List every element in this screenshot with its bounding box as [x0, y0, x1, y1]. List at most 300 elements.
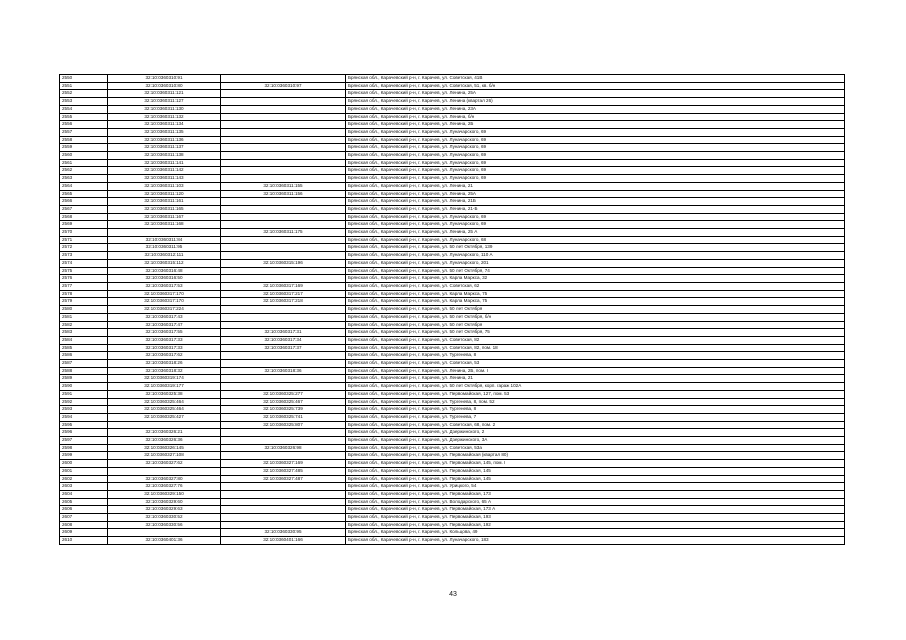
- row-number-cell: 2557: [60, 128, 108, 136]
- row-number-cell: 2567: [60, 205, 108, 213]
- table-row: [60, 90, 845, 98]
- row-number-cell: 2595: [60, 421, 108, 429]
- row-number-cell: 2602: [60, 475, 108, 483]
- object-cadastral-number-cell: [221, 198, 346, 206]
- cadastral-number-cell: 32:10:0360317:224: [108, 306, 221, 314]
- row-number-cell: 2604: [60, 490, 108, 498]
- object-cadastral-number-cell: [221, 244, 346, 252]
- address-cell: Брянская обл., Карачевский р-н, г. Карачев, ул. Советская, 68, пом. 2: [346, 421, 845, 429]
- row-number-cell: 2577: [60, 282, 108, 290]
- row-number-cell: 2583: [60, 329, 108, 337]
- cadastral-number-cell: 32:10:0360327:108: [108, 452, 221, 460]
- object-cadastral-number-cell: [221, 506, 346, 514]
- table-row: [60, 75, 845, 83]
- table-row: [60, 336, 845, 344]
- table-row: [60, 128, 845, 136]
- object-cadastral-number-cell: 32:10:0360317:169: [221, 282, 346, 290]
- address-cell: Брянская обл., Карачевский р-н, г. Карачев, ул. Советская, 53а: [346, 444, 845, 452]
- row-number-cell: 2591: [60, 390, 108, 398]
- row-number-cell: 2608: [60, 521, 108, 529]
- row-number-cell: 2560: [60, 152, 108, 160]
- object-cadastral-number-cell: [221, 490, 346, 498]
- table-row: [60, 236, 845, 244]
- cadastral-number-cell: 32:10:0360401:36: [108, 537, 221, 545]
- table-row: [60, 467, 845, 475]
- cadastral-number-cell: 32:10:0360311:138: [108, 152, 221, 160]
- cadastral-number-cell: 32:10:0360317:170: [108, 298, 221, 306]
- object-cadastral-number-cell: [221, 144, 346, 152]
- cadastral-number-cell: 32:10:0360311:136: [108, 136, 221, 144]
- row-number-cell: 2579: [60, 298, 108, 306]
- cadastral-number-cell: 32:10:0360311:141: [108, 159, 221, 167]
- table-row: [60, 406, 845, 414]
- object-cadastral-number-cell: [221, 429, 346, 437]
- table-row: [60, 475, 845, 483]
- address-cell: Брянская обл., Карачевский р-н, г. Карачев, ул. Луначарского, 69: [346, 128, 845, 136]
- address-cell: Брянская обл., Карачевский р-н, г. Карачев, ул. Луначарского, 183: [346, 537, 845, 545]
- cadastral-number-cell: 32:10:0360327:62: [108, 460, 221, 468]
- row-number-cell: 2558: [60, 136, 108, 144]
- address-cell: Брянская обл., Карачевский р-н, г. Карачев, ул. Ленина, 21: [346, 182, 845, 190]
- data-table: [59, 74, 845, 545]
- table-row: [60, 275, 845, 283]
- address-cell: Брянская обл., Карачевский р-н, г. Карачев, ул. Володарского, 65 А: [346, 498, 845, 506]
- row-number-cell: 2596: [60, 429, 108, 437]
- address-cell: Брянская обл., Карачевский р-н, г. Карачев, ул. Луначарского, 69: [346, 144, 845, 152]
- table-row: [60, 252, 845, 260]
- cadastral-number-cell: 32:10:0360315:112: [108, 259, 221, 267]
- row-number-cell: 2564: [60, 182, 108, 190]
- object-cadastral-number-cell: 32:10:0360401:166: [221, 537, 346, 545]
- table-row: [60, 390, 845, 398]
- object-cadastral-number-cell: 32:10:0360325:741: [221, 413, 346, 421]
- address-cell: Брянская обл., Карачевский р-н, г. Карачев, ул. Луначарского, 69: [346, 152, 845, 160]
- table-row: [60, 82, 845, 90]
- address-cell: Брянская обл., Карачевский р-н, г. Карачев, ул. Дзержинского, 2: [346, 429, 845, 437]
- row-number-cell: 2589: [60, 375, 108, 383]
- address-cell: Брянская обл., Карачевский р-н, г. Карачев, ул. Ленина, б/н: [346, 113, 845, 121]
- table-row: [60, 537, 845, 545]
- address-cell: Брянская обл., Карачевский р-н, г. Карачев, ул. Тургенева, 8: [346, 352, 845, 360]
- table-row: [60, 213, 845, 221]
- object-cadastral-number-cell: 32:10:0360310:97: [221, 82, 346, 90]
- cadastral-number-cell: 32:10:0360311:142: [108, 167, 221, 175]
- row-number-cell: 2571: [60, 236, 108, 244]
- object-cadastral-number-cell: [221, 105, 346, 113]
- cadastral-number-cell: 32:10:0360317:170: [108, 290, 221, 298]
- address-cell: Брянская обл., Карачевский р-н, г. Карачев, ул. Ленина, 21Б: [346, 198, 845, 206]
- address-cell: Брянская обл., Карачевский р-н, г. Карачев, ул. Ленина, 2Б, пом. I: [346, 367, 845, 375]
- cadastral-number-cell: [108, 529, 221, 537]
- row-number-cell: 2576: [60, 275, 108, 283]
- row-number-cell: 2588: [60, 367, 108, 375]
- address-cell: Брянская обл., Карачевский р-н, г. Карачев, ул. Советская, 53: [346, 360, 845, 368]
- table-row: [60, 444, 845, 452]
- row-number-cell: 2562: [60, 167, 108, 175]
- cadastral-number-cell: 32:10:0360311:167: [108, 213, 221, 221]
- object-cadastral-number-cell: [221, 159, 346, 167]
- row-number-cell: 2582: [60, 321, 108, 329]
- table-row: [60, 298, 845, 306]
- row-number-cell: 2574: [60, 259, 108, 267]
- object-cadastral-number-cell: 32:10:0360317:34: [221, 336, 346, 344]
- object-cadastral-number-cell: [221, 175, 346, 183]
- row-number-cell: 2573: [60, 252, 108, 260]
- table-row: [60, 498, 845, 506]
- cadastral-number-cell: 32:10:0360311:127: [108, 98, 221, 106]
- table-row: [60, 221, 845, 229]
- cadastral-number-cell: 32:10:0360311:121: [108, 90, 221, 98]
- address-cell: Брянская обл., Карачевский р-н, г. Карачев, ул. 50 лет Октября, б/н: [346, 313, 845, 321]
- table-row: [60, 152, 845, 160]
- row-number-cell: 2600: [60, 460, 108, 468]
- address-cell: Брянская обл., Карачевский р-н, г. Карачев, ул. 50 лет Октября, 75: [346, 329, 845, 337]
- address-cell: Брянская обл., Карачевский р-н, г. Карачев, ул. Первомайская, 145, пом. I: [346, 460, 845, 468]
- address-cell: Брянская обл., Карачевский р-н, г. Карачев, ул. Ленина, 2Б: [346, 121, 845, 129]
- row-number-cell: 2597: [60, 437, 108, 445]
- address-cell: Брянская обл., Карачевский р-н, г. Карачев, ул. Советская, 51, кв. б/н: [346, 82, 845, 90]
- address-cell: Брянская обл., Карачевский р-н, г. Карачев, ул. 50 лет Октября: [346, 306, 845, 314]
- table-row: [60, 490, 845, 498]
- cadastral-number-cell: 32:10:0360317:55: [108, 329, 221, 337]
- cadastral-number-cell: 32:10:0360312:111: [108, 252, 221, 260]
- address-cell: Брянская обл., Карачевский р-н, г. Карачев, ул. Первомайская, 145: [346, 475, 845, 483]
- table-row: [60, 167, 845, 175]
- row-number-cell: 2607: [60, 514, 108, 522]
- address-cell: Брянская обл., Карачевский р-н, г. Карачев, ул. Урицкого, 54: [346, 483, 845, 491]
- cadastral-number-cell: 32:10:0360317:43: [108, 313, 221, 321]
- cadastral-number-cell: 32:10:0360311:134: [108, 121, 221, 129]
- row-number-cell: 2586: [60, 352, 108, 360]
- object-cadastral-number-cell: [221, 167, 346, 175]
- address-cell: Брянская обл., Карачевский р-н, г. Карачев, ул. Кольцова, 49: [346, 529, 845, 537]
- object-cadastral-number-cell: [221, 521, 346, 529]
- object-cadastral-number-cell: [221, 514, 346, 522]
- address-cell: Брянская обл., Карачевский р-н, г. Карачев, ул. Первомайская (квартал 80): [346, 452, 845, 460]
- cadastral-number-cell: 32:10:0360317:62: [108, 352, 221, 360]
- row-number-cell: 2569: [60, 221, 108, 229]
- table-row: [60, 282, 845, 290]
- object-cadastral-number-cell: [221, 221, 346, 229]
- address-cell: Брянская обл., Карачевский р-н, г. Карачев, ул. Луначарского, 69: [346, 159, 845, 167]
- table-row: [60, 313, 845, 321]
- row-number-cell: 2568: [60, 213, 108, 221]
- object-cadastral-number-cell: [221, 498, 346, 506]
- row-number-cell: 2556: [60, 121, 108, 129]
- row-number-cell: 2593: [60, 406, 108, 414]
- row-number-cell: 2575: [60, 267, 108, 275]
- row-number-cell: 2552: [60, 90, 108, 98]
- cadastral-number-cell: 32:10:0360311:161: [108, 198, 221, 206]
- address-cell: Брянская обл., Карачевский р-н, г. Карачев, ул. Луначарского, 68: [346, 236, 845, 244]
- address-cell: Брянская обл., Карачевский р-н, г. Карачев, ул. 50 лет Октября, корп. гараж 102А: [346, 383, 845, 391]
- address-cell: Брянская обл., Карачевский р-н, г. Карачев, ул. Советская, 82: [346, 336, 845, 344]
- object-cadastral-number-cell: [221, 352, 346, 360]
- object-cadastral-number-cell: 32:10:0360317:217: [221, 290, 346, 298]
- object-cadastral-number-cell: 32:10:0360326:98: [221, 444, 346, 452]
- cadastral-number-cell: 32:10:0360325:464: [108, 406, 221, 414]
- object-cadastral-number-cell: [221, 437, 346, 445]
- cadastral-number-cell: 32:10:0360318:32: [108, 367, 221, 375]
- table-row: [60, 306, 845, 314]
- cadastral-number-cell: 32:10:0360311:168: [108, 221, 221, 229]
- table-row: [60, 514, 845, 522]
- row-number-cell: 2581: [60, 313, 108, 321]
- cadastral-number-cell: 32:10:0360327:80: [108, 475, 221, 483]
- object-cadastral-number-cell: 32:10:0360318:36: [221, 367, 346, 375]
- table-row: [60, 144, 845, 152]
- address-cell: Брянская обл., Карачевский р-н, г. Карачев, ул. Ленина, 25 А: [346, 229, 845, 237]
- address-cell: Брянская обл., Карачевский р-н, г. Карачев, ул. Луначарского, 69: [346, 221, 845, 229]
- table-row: [60, 290, 845, 298]
- address-cell: Брянская обл., Карачевский р-н, г. Карачев, ул. Луначарского, 69: [346, 167, 845, 175]
- address-cell: Брянская обл., Карачевский р-н, г. Карачев, ул. 50 лет Октября, 139: [346, 244, 845, 252]
- address-cell: Брянская обл., Карачевский р-н, г. Карачев, ул. Первомайская, 173: [346, 490, 845, 498]
- cadastral-number-cell: 32:10:0360311:165: [108, 205, 221, 213]
- table-row: [60, 121, 845, 129]
- table-row: [60, 98, 845, 106]
- table-row: [60, 483, 845, 491]
- cadastral-number-cell: 32:10:0360319:177: [108, 383, 221, 391]
- object-cadastral-number-cell: [221, 383, 346, 391]
- address-cell: Брянская обл., Карачевский р-н, г. Карачев, ул. Луначарского, 69: [346, 175, 845, 183]
- table-row: [60, 182, 845, 190]
- page-number: 43: [449, 591, 457, 598]
- cadastral-number-cell: 32:10:0360316:48: [108, 267, 221, 275]
- table-row: [60, 229, 845, 237]
- cadastral-number-cell: 32:10:0360311:130: [108, 105, 221, 113]
- object-cadastral-number-cell: [221, 152, 346, 160]
- row-number-cell: 2603: [60, 483, 108, 491]
- address-cell: Брянская обл., Карачевский р-н, г. Карачев, ул. Тургенева, 8: [346, 406, 845, 414]
- row-number-cell: 2553: [60, 98, 108, 106]
- row-number-cell: 2599: [60, 452, 108, 460]
- cadastral-number-cell: [108, 229, 221, 237]
- object-cadastral-number-cell: [221, 313, 346, 321]
- object-cadastral-number-cell: [221, 136, 346, 144]
- object-cadastral-number-cell: 32:10:0360327:169: [221, 460, 346, 468]
- object-cadastral-number-cell: 32:10:0360317:218: [221, 298, 346, 306]
- object-cadastral-number-cell: [221, 98, 346, 106]
- address-cell: Брянская обл., Карачевский р-н, г. Карачев, ул. Первомайская, 173 А: [346, 506, 845, 514]
- address-cell: Брянская обл., Карачевский р-н, г. Карачев, ул. Карла Маркса, 32: [346, 275, 845, 283]
- address-cell: Брянская обл., Карачевский р-н, г. Карачев, ул. Дзержинского, 3А: [346, 437, 845, 445]
- row-number-cell: 2585: [60, 344, 108, 352]
- row-number-cell: 2555: [60, 113, 108, 121]
- object-cadastral-number-cell: [221, 483, 346, 491]
- cadastral-number-cell: 32:10:0360317:47: [108, 321, 221, 329]
- cadastral-number-cell: 32:10:0360311:84: [108, 236, 221, 244]
- table-row: [60, 360, 845, 368]
- row-number-cell: 2590: [60, 383, 108, 391]
- address-cell: Брянская обл., Карачевский р-н, г. Карачев, ул. Ленина (квартал 26): [346, 98, 845, 106]
- cadastral-number-cell: 32:10:0360310:80: [108, 82, 221, 90]
- cadastral-number-cell: 32:10:0360310:91: [108, 75, 221, 83]
- table-row: [60, 398, 845, 406]
- row-number-cell: 2578: [60, 290, 108, 298]
- object-cadastral-number-cell: 32:10:0360311:175: [221, 229, 346, 237]
- cadastral-number-cell: 32:10:0360330:56: [108, 521, 221, 529]
- row-number-cell: 2572: [60, 244, 108, 252]
- object-cadastral-number-cell: [221, 452, 346, 460]
- cadastral-number-cell: 32:10:0360318:26: [108, 360, 221, 368]
- address-cell: Брянская обл., Карачевский р-н, г. Карачев, ул. 50 лет Октября: [346, 321, 845, 329]
- address-cell: Брянская обл., Карачевский р-н, г. Карачев, ул. Первомайская, 192: [346, 521, 845, 529]
- object-cadastral-number-cell: [221, 121, 346, 129]
- cadastral-number-cell: 32:10:0360311:103: [108, 182, 221, 190]
- cadastral-number-cell: [108, 467, 221, 475]
- cadastral-number-cell: 32:10:0360325:38: [108, 390, 221, 398]
- address-cell: Брянская обл., Карачевский р-н, г. Карачев, ул. Карла Маркса, 75: [346, 298, 845, 306]
- table-row: [60, 421, 845, 429]
- table-row: [60, 383, 845, 391]
- object-cadastral-number-cell: 32:10:0360311:156: [221, 190, 346, 198]
- object-cadastral-number-cell: 32:10:0360317:31: [221, 329, 346, 337]
- object-cadastral-number-cell: [221, 90, 346, 98]
- cadastral-number-cell: 32:10:0360311:120: [108, 190, 221, 198]
- object-cadastral-number-cell: [221, 306, 346, 314]
- table-row: [60, 321, 845, 329]
- row-number-cell: 2594: [60, 413, 108, 421]
- object-cadastral-number-cell: [221, 275, 346, 283]
- object-cadastral-number-cell: 32:10:0360327:487: [221, 475, 346, 483]
- cadastral-number-cell: 32:10:0360325:464: [108, 398, 221, 406]
- address-cell: Брянская обл., Карачевский р-н, г. Карачев, ул. Карла Маркса, 75: [346, 290, 845, 298]
- object-cadastral-number-cell: [221, 213, 346, 221]
- row-number-cell: 2563: [60, 175, 108, 183]
- address-cell: Брянская обл., Карачевский р-н, г. Карачев, ул. Тургенева, 7: [346, 413, 845, 421]
- address-cell: Брянская обл., Карачевский р-н, г. Карачев, ул. Луначарского, 201: [346, 259, 845, 267]
- row-number-cell: 2570: [60, 229, 108, 237]
- row-number-cell: 2605: [60, 498, 108, 506]
- table-row: [60, 344, 845, 352]
- object-cadastral-number-cell: [221, 236, 346, 244]
- address-cell: Брянская обл., Карачевский р-н, г. Карачев, ул. Луначарского, 110 А: [346, 252, 845, 260]
- table-row: [60, 460, 845, 468]
- cadastral-number-cell: 32:10:0360325:427: [108, 413, 221, 421]
- cadastral-number-cell: 32:10:0360329:60: [108, 498, 221, 506]
- table-row: [60, 521, 845, 529]
- cadastral-number-cell: 32:10:0360317:53: [108, 282, 221, 290]
- table-row: [60, 452, 845, 460]
- row-number-cell: 2601: [60, 467, 108, 475]
- table-row: [60, 429, 845, 437]
- cadastral-number-cell: 32:10:0360329:63: [108, 506, 221, 514]
- row-number-cell: 2584: [60, 336, 108, 344]
- row-number-cell: 2554: [60, 105, 108, 113]
- table-row: [60, 175, 845, 183]
- address-cell: Брянская обл., Карачевский р-н, г. Карачев, ул. Первомайская, 145: [346, 467, 845, 475]
- object-cadastral-number-cell: [221, 113, 346, 121]
- address-cell: Брянская обл., Карачевский р-н, г. Карачев, ул. Советская, 41В: [346, 75, 845, 83]
- table-row: [60, 352, 845, 360]
- cadastral-number-cell: 32:10:0360327:76: [108, 483, 221, 491]
- address-cell: Брянская обл., Карачевский р-н, г. Карачев, ул. Ленина, 25А: [346, 190, 845, 198]
- object-cadastral-number-cell: [221, 75, 346, 83]
- object-cadastral-number-cell: [221, 360, 346, 368]
- object-cadastral-number-cell: 32:10:0360315:196: [221, 259, 346, 267]
- row-number-cell: 2587: [60, 360, 108, 368]
- address-cell: Брянская обл., Карачевский р-н, г. Карачев, ул. Тургенева, 8, пом. 52: [346, 398, 845, 406]
- cadastral-number-cell: 32:10:0360326:36: [108, 437, 221, 445]
- row-number-cell: 2609: [60, 529, 108, 537]
- address-cell: Брянская обл., Карачевский р-н, г. Карачев, ул. Первомайская, 193: [346, 514, 845, 522]
- row-number-cell: 2610: [60, 537, 108, 545]
- table-row: [60, 413, 845, 421]
- table-row: [60, 329, 845, 337]
- address-cell: Брянская обл., Карачевский р-н, г. Карачев, ул. Ленина, 21: [346, 375, 845, 383]
- row-number-cell: 2565: [60, 190, 108, 198]
- object-cadastral-number-cell: [221, 321, 346, 329]
- row-number-cell: 2550: [60, 75, 108, 83]
- address-cell: Брянская обл., Карачевский р-н, г. Карачев, ул. Ленина, 23А: [346, 105, 845, 113]
- table-row: [60, 244, 845, 252]
- table-row: [60, 506, 845, 514]
- object-cadastral-number-cell: [221, 267, 346, 275]
- object-cadastral-number-cell: 32:10:0360325:277: [221, 390, 346, 398]
- address-cell: Брянская обл., Карачевский р-н, г. Карачев, ул. Советская, 62: [346, 282, 845, 290]
- address-cell: Брянская обл., Карачевский р-н, г. Карачев, ул. Ленина, 25А: [346, 90, 845, 98]
- table-row: [60, 437, 845, 445]
- object-cadastral-number-cell: 32:10:0360317:37: [221, 344, 346, 352]
- table-row: [60, 259, 845, 267]
- cadastral-number-cell: 32:10:0360311:95: [108, 244, 221, 252]
- table-row: [60, 190, 845, 198]
- table-row: [60, 113, 845, 121]
- object-cadastral-number-cell: 32:10:0360330:95: [221, 529, 346, 537]
- cadastral-number-cell: 32:10:0360317:33: [108, 344, 221, 352]
- table-row: [60, 375, 845, 383]
- address-cell: Брянская обл., Карачевский р-н, г. Карачев, ул. Советская, 82, пом. 18: [346, 344, 845, 352]
- table-row: [60, 159, 845, 167]
- address-cell: Брянская обл., Карачевский р-н, г. Карачев, ул. Первомайская, 127, пом. 53: [346, 390, 845, 398]
- row-number-cell: 2566: [60, 198, 108, 206]
- object-cadastral-number-cell: [221, 252, 346, 260]
- cadastral-number-cell: 32:10:0360311:137: [108, 144, 221, 152]
- cadastral-number-cell: 32:10:0360317:33: [108, 336, 221, 344]
- cadastral-number-cell: 32:10:0360311:135: [108, 128, 221, 136]
- object-cadastral-number-cell: 32:10:0360325:467: [221, 398, 346, 406]
- cadastral-number-cell: 32:10:0360329:150: [108, 490, 221, 498]
- cadastral-number-cell: 32:10:0360316:50: [108, 275, 221, 283]
- object-cadastral-number-cell: [221, 205, 346, 213]
- row-number-cell: 2551: [60, 82, 108, 90]
- address-cell: Брянская обл., Карачевский р-н, г. Карачев, ул. Луначарского, 69: [346, 213, 845, 221]
- cadastral-number-cell: 32:10:0360311:143: [108, 175, 221, 183]
- object-cadastral-number-cell: 32:10:0360325:739: [221, 406, 346, 414]
- table-row: [60, 205, 845, 213]
- cadastral-number-cell: 32:10:0360326:21: [108, 429, 221, 437]
- row-number-cell: 2592: [60, 398, 108, 406]
- cadastral-number-cell: [108, 421, 221, 429]
- row-number-cell: 2606: [60, 506, 108, 514]
- object-cadastral-number-cell: 32:10:0360327:485: [221, 467, 346, 475]
- row-number-cell: 2559: [60, 144, 108, 152]
- address-cell: Брянская обл., Карачевский р-н, г. Карачев, ул. 50 лет Октября, 74: [346, 267, 845, 275]
- cadastral-number-cell: 32:10:0360326:145: [108, 444, 221, 452]
- cadastral-number-cell: 32:10:0360330:52: [108, 514, 221, 522]
- table-row: [60, 367, 845, 375]
- row-number-cell: 2598: [60, 444, 108, 452]
- address-cell: Брянская обл., Карачевский р-н, г. Карачев, ул. Луначарского, 69: [346, 136, 845, 144]
- table-row: [60, 136, 845, 144]
- cadastral-number-cell: 32:10:0360319:174: [108, 375, 221, 383]
- object-cadastral-number-cell: [221, 128, 346, 136]
- object-cadastral-number-cell: [221, 375, 346, 383]
- object-cadastral-number-cell: 32:10:0360311:155: [221, 182, 346, 190]
- object-cadastral-number-cell: 32:10:0360325:807: [221, 421, 346, 429]
- row-number-cell: 2580: [60, 306, 108, 314]
